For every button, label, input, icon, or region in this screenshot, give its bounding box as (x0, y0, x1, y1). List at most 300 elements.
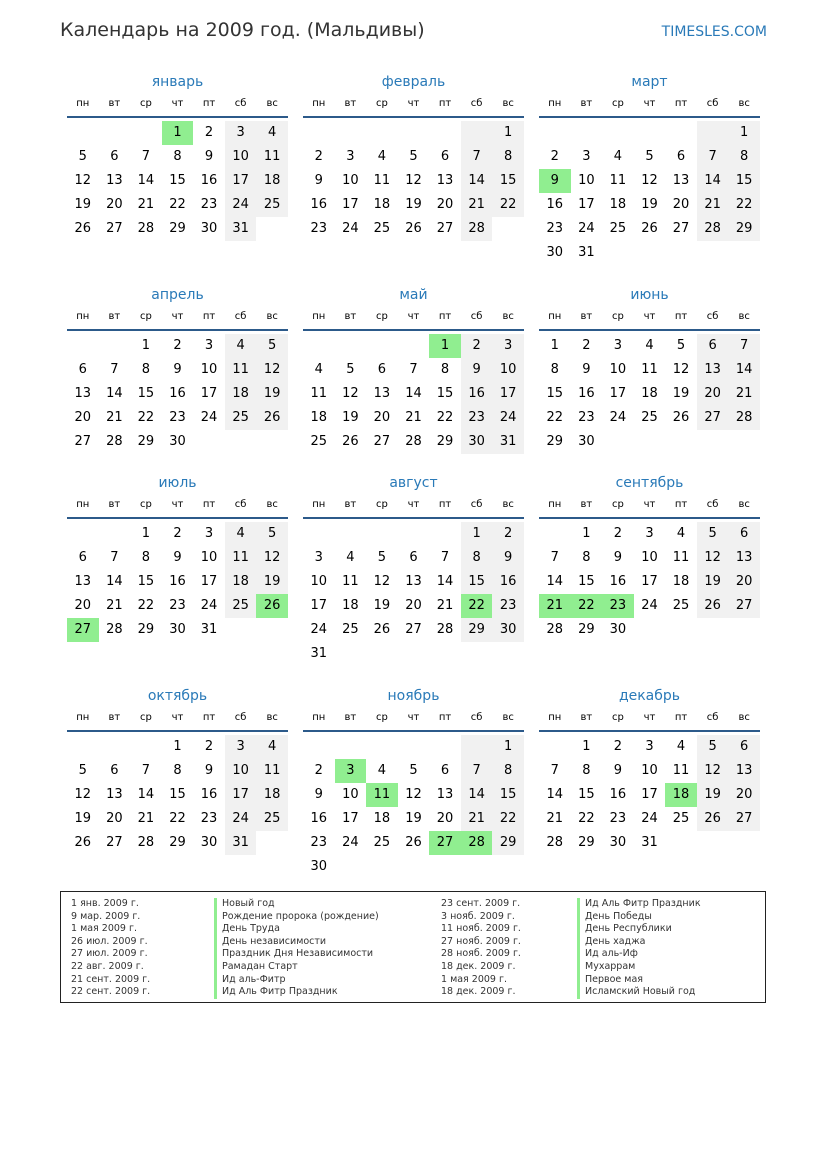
day-cell[interactable]: 11 (373, 173, 391, 188)
day-cell[interactable]: 1 (141, 338, 151, 353)
day-cell[interactable]: 25 (373, 221, 391, 236)
day-cell[interactable]: 24 (641, 811, 658, 826)
day-cell[interactable]: 6 (728, 522, 760, 546)
day-cell[interactable]: 26 (405, 835, 422, 850)
day-cell[interactable]: 31 (225, 831, 257, 855)
day-cell[interactable]: 16 (200, 787, 218, 802)
day-cell[interactable]: 9 (582, 362, 591, 377)
day-cell[interactable]: 30 (609, 835, 627, 850)
day-cell[interactable]: 13 (373, 386, 391, 401)
day-cell[interactable]: 13 (436, 787, 454, 802)
day-cell[interactable]: 20 (405, 598, 422, 613)
day-cell[interactable]: 25 (225, 406, 257, 430)
day-cell[interactable]: 1 (582, 739, 591, 754)
day-cell[interactable]: 10 (310, 574, 328, 589)
day-cell[interactable]: 22 (546, 410, 564, 425)
day-cell[interactable]: 31 (578, 245, 595, 260)
day-cell[interactable]: 21 (546, 811, 564, 826)
day-cell[interactable]: 12 (74, 173, 92, 188)
day-cell[interactable]: 29 (578, 835, 595, 850)
day-cell[interactable]: 24 (225, 807, 257, 831)
day-cell[interactable]: 11 (342, 574, 359, 589)
day-cell[interactable]: 19 (74, 197, 92, 212)
day-cell[interactable]: 21 (697, 193, 729, 217)
day-cell[interactable]: 24 (200, 410, 218, 425)
day-cell[interactable]: 25 (310, 434, 328, 449)
day-cell[interactable]: 1 (429, 334, 461, 358)
day-cell[interactable]: 21 (539, 594, 571, 618)
day-cell[interactable]: 19 (672, 386, 690, 401)
day-cell[interactable]: 25 (672, 811, 690, 826)
day-cell[interactable]: 17 (342, 811, 359, 826)
day-cell[interactable]: 2 (582, 338, 591, 353)
day-cell[interactable]: 21 (436, 598, 454, 613)
day-cell[interactable]: 22 (169, 811, 186, 826)
day-cell[interactable]: 29 (492, 831, 524, 855)
day-cell[interactable]: 24 (578, 221, 595, 236)
day-cell[interactable]: 28 (106, 622, 123, 637)
day-cell[interactable]: 26 (74, 221, 92, 236)
day-cell[interactable]: 8 (461, 546, 493, 570)
day-cell[interactable]: 27 (373, 434, 391, 449)
day-cell[interactable]: 17 (310, 598, 328, 613)
day-cell[interactable]: 22 (137, 598, 155, 613)
day-cell[interactable]: 16 (609, 574, 627, 589)
day-cell[interactable]: 10 (225, 759, 257, 783)
day-cell[interactable]: 15 (169, 173, 186, 188)
day-cell[interactable]: 6 (78, 362, 87, 377)
day-cell[interactable]: 13 (74, 574, 92, 589)
day-cell[interactable]: 17 (225, 169, 257, 193)
day-cell[interactable]: 11 (366, 783, 398, 807)
day-cell[interactable]: 16 (310, 811, 328, 826)
day-cell[interactable]: 4 (256, 735, 288, 759)
day-cell[interactable]: 4 (613, 149, 623, 164)
day-cell[interactable]: 23 (578, 410, 595, 425)
day-cell[interactable]: 1 (492, 121, 524, 145)
day-cell[interactable]: 4 (346, 550, 355, 565)
day-cell[interactable]: 30 (492, 618, 524, 642)
day-cell[interactable]: 1 (173, 739, 182, 754)
day-cell[interactable]: 19 (74, 811, 92, 826)
day-cell[interactable]: 21 (461, 193, 493, 217)
day-cell[interactable]: 18 (373, 197, 391, 212)
day-cell[interactable]: 5 (256, 334, 288, 358)
day-cell[interactable]: 25 (225, 594, 257, 618)
day-cell[interactable]: 25 (373, 835, 391, 850)
day-cell[interactable]: 22 (436, 410, 454, 425)
day-cell[interactable]: 11 (256, 759, 288, 783)
day-cell[interactable]: 31 (200, 622, 218, 637)
day-cell[interactable]: 6 (377, 362, 387, 377)
day-cell[interactable]: 20 (373, 410, 391, 425)
day-cell[interactable]: 19 (697, 570, 729, 594)
day-cell[interactable]: 6 (409, 550, 418, 565)
day-cell[interactable]: 2 (613, 739, 623, 754)
day-cell[interactable]: 5 (697, 735, 729, 759)
day-cell[interactable]: 4 (377, 149, 387, 164)
day-cell[interactable]: 18 (225, 570, 257, 594)
day-cell[interactable]: 14 (728, 358, 760, 382)
day-cell[interactable]: 2 (204, 739, 214, 754)
day-cell[interactable]: 31 (641, 835, 658, 850)
day-cell[interactable]: 29 (461, 618, 493, 642)
day-cell[interactable]: 8 (173, 149, 182, 164)
day-cell[interactable]: 18 (373, 811, 391, 826)
day-cell[interactable]: 4 (676, 526, 686, 541)
day-cell[interactable]: 24 (200, 598, 218, 613)
day-cell[interactable]: 29 (169, 835, 186, 850)
day-cell[interactable]: 14 (546, 787, 564, 802)
day-cell[interactable]: 21 (106, 410, 123, 425)
day-cell[interactable]: 20 (728, 570, 760, 594)
day-cell[interactable]: 4 (256, 121, 288, 145)
day-cell[interactable]: 13 (697, 358, 729, 382)
day-cell[interactable]: 7 (409, 362, 418, 377)
day-cell[interactable]: 12 (405, 173, 422, 188)
day-cell[interactable]: 25 (609, 221, 627, 236)
day-cell[interactable]: 20 (106, 197, 123, 212)
day-cell[interactable]: 25 (256, 807, 288, 831)
day-cell[interactable]: 28 (405, 434, 422, 449)
day-cell[interactable]: 2 (204, 125, 214, 140)
day-cell[interactable]: 17 (641, 787, 658, 802)
day-cell[interactable]: 17 (200, 574, 218, 589)
day-cell[interactable]: 26 (405, 221, 422, 236)
day-cell[interactable]: 4 (377, 763, 387, 778)
day-cell[interactable]: 26 (641, 221, 658, 236)
day-cell[interactable]: 19 (373, 598, 391, 613)
day-cell[interactable]: 20 (436, 811, 454, 826)
day-cell[interactable]: 6 (78, 550, 87, 565)
day-cell[interactable]: 3 (225, 121, 257, 145)
day-cell[interactable]: 23 (492, 594, 524, 618)
day-cell[interactable]: 5 (377, 550, 387, 565)
day-cell[interactable]: 30 (609, 622, 627, 637)
day-cell[interactable]: 15 (492, 169, 524, 193)
day-cell[interactable]: 15 (546, 386, 564, 401)
day-cell[interactable]: 23 (200, 811, 218, 826)
day-cell[interactable]: 23 (310, 835, 328, 850)
day-cell[interactable]: 14 (461, 783, 493, 807)
day-cell[interactable]: 8 (492, 145, 524, 169)
day-cell[interactable]: 29 (546, 434, 564, 449)
day-cell[interactable]: 29 (436, 434, 454, 449)
day-cell[interactable]: 9 (492, 546, 524, 570)
day-cell[interactable]: 27 (697, 406, 729, 430)
day-cell[interactable]: 20 (672, 197, 690, 212)
day-cell[interactable]: 1 (492, 735, 524, 759)
day-cell[interactable]: 16 (169, 386, 186, 401)
day-cell[interactable]: 2 (461, 334, 493, 358)
day-cell[interactable]: 14 (405, 386, 422, 401)
day-cell[interactable]: 22 (492, 807, 524, 831)
day-cell[interactable]: 14 (137, 787, 155, 802)
day-cell[interactable]: 8 (582, 550, 591, 565)
day-cell[interactable]: 26 (256, 594, 288, 618)
day-cell[interactable]: 27 (429, 831, 461, 855)
day-cell[interactable]: 27 (405, 622, 422, 637)
day-cell[interactable]: 4 (676, 739, 686, 754)
day-cell[interactable]: 29 (728, 217, 760, 241)
day-cell[interactable]: 1 (461, 522, 493, 546)
day-cell[interactable]: 11 (641, 362, 658, 377)
day-cell[interactable]: 21 (137, 811, 155, 826)
day-cell[interactable]: 17 (225, 783, 257, 807)
day-cell[interactable]: 7 (697, 145, 729, 169)
day-cell[interactable]: 4 (645, 338, 654, 353)
day-cell[interactable]: 25 (641, 410, 658, 425)
day-cell[interactable]: 15 (461, 570, 493, 594)
day-cell[interactable]: 2 (492, 522, 524, 546)
day-cell[interactable]: 9 (461, 358, 493, 382)
day-cell[interactable]: 15 (578, 787, 595, 802)
day-cell[interactable]: 28 (461, 831, 493, 855)
day-cell[interactable]: 7 (110, 362, 119, 377)
day-cell[interactable]: 15 (169, 787, 186, 802)
day-cell[interactable]: 21 (106, 598, 123, 613)
day-cell[interactable]: 21 (728, 382, 760, 406)
day-cell[interactable]: 14 (697, 169, 729, 193)
day-cell[interactable]: 19 (256, 570, 288, 594)
day-cell[interactable]: 6 (440, 149, 450, 164)
day-cell[interactable]: 11 (256, 145, 288, 169)
day-cell[interactable]: 9 (173, 550, 182, 565)
day-cell[interactable]: 13 (728, 759, 760, 783)
day-cell[interactable]: 7 (461, 759, 493, 783)
day-cell[interactable]: 1 (141, 526, 151, 541)
day-cell[interactable]: 8 (550, 362, 559, 377)
day-cell[interactable]: 7 (141, 149, 151, 164)
day-cell[interactable]: 5 (409, 763, 418, 778)
day-cell[interactable]: 20 (74, 410, 92, 425)
day-cell[interactable]: 10 (578, 173, 595, 188)
day-cell[interactable]: 12 (373, 574, 391, 589)
day-cell[interactable]: 12 (641, 173, 658, 188)
day-cell[interactable]: 12 (697, 546, 729, 570)
day-cell[interactable]: 11 (609, 173, 627, 188)
day-cell[interactable]: 16 (169, 574, 186, 589)
day-cell[interactable]: 17 (578, 197, 595, 212)
day-cell[interactable]: 13 (728, 546, 760, 570)
day-cell[interactable]: 19 (641, 197, 658, 212)
day-cell[interactable]: 1 (550, 338, 559, 353)
site-link[interactable]: TIMESLES.COM (661, 24, 767, 40)
day-cell[interactable]: 9 (539, 169, 571, 193)
day-cell[interactable]: 9 (613, 763, 623, 778)
day-cell[interactable]: 18 (310, 410, 328, 425)
day-cell[interactable]: 2 (613, 526, 623, 541)
day-cell[interactable]: 18 (665, 783, 697, 807)
day-cell[interactable]: 2 (173, 526, 182, 541)
day-cell[interactable]: 10 (609, 362, 627, 377)
day-cell[interactable]: 3 (582, 149, 591, 164)
day-cell[interactable]: 17 (641, 574, 658, 589)
day-cell[interactable]: 16 (492, 570, 524, 594)
day-cell[interactable]: 10 (641, 550, 658, 565)
day-cell[interactable]: 27 (106, 221, 123, 236)
day-cell[interactable]: 9 (314, 787, 323, 802)
day-cell[interactable]: 1 (582, 526, 591, 541)
day-cell[interactable]: 3 (346, 149, 355, 164)
day-cell[interactable]: 16 (546, 197, 564, 212)
day-cell[interactable]: 26 (342, 434, 359, 449)
day-cell[interactable]: 24 (609, 410, 627, 425)
day-cell[interactable]: 19 (342, 410, 359, 425)
day-cell[interactable]: 6 (110, 149, 119, 164)
day-cell[interactable]: 2 (314, 149, 323, 164)
day-cell[interactable]: 13 (106, 787, 123, 802)
day-cell[interactable]: 3 (204, 526, 214, 541)
day-cell[interactable]: 27 (106, 835, 123, 850)
day-cell[interactable]: 11 (310, 386, 328, 401)
day-cell[interactable]: 18 (225, 382, 257, 406)
day-cell[interactable]: 13 (74, 386, 92, 401)
day-cell[interactable]: 5 (409, 149, 418, 164)
day-cell[interactable]: 10 (200, 550, 218, 565)
day-cell[interactable]: 9 (314, 173, 323, 188)
day-cell[interactable]: 25 (672, 598, 690, 613)
day-cell[interactable]: 10 (492, 358, 524, 382)
day-cell[interactable]: 30 (200, 221, 218, 236)
day-cell[interactable]: 16 (578, 386, 595, 401)
day-cell[interactable]: 23 (602, 594, 634, 618)
day-cell[interactable]: 5 (78, 763, 87, 778)
day-cell[interactable]: 21 (461, 807, 493, 831)
day-cell[interactable]: 12 (405, 787, 422, 802)
day-cell[interactable]: 8 (728, 145, 760, 169)
day-cell[interactable]: 17 (609, 386, 627, 401)
day-cell[interactable]: 4 (314, 362, 323, 377)
day-cell[interactable]: 3 (613, 338, 623, 353)
day-cell[interactable]: 2 (550, 149, 559, 164)
day-cell[interactable]: 21 (405, 410, 422, 425)
day-cell[interactable]: 24 (492, 406, 524, 430)
day-cell[interactable]: 15 (578, 574, 595, 589)
day-cell[interactable]: 22 (169, 197, 186, 212)
day-cell[interactable]: 19 (697, 783, 729, 807)
day-cell[interactable]: 3 (492, 334, 524, 358)
day-cell[interactable]: 1 (162, 121, 194, 145)
day-cell[interactable]: 28 (546, 622, 564, 637)
day-cell[interactable]: 24 (342, 835, 359, 850)
day-cell[interactable]: 15 (728, 169, 760, 193)
day-cell[interactable]: 12 (256, 546, 288, 570)
day-cell[interactable]: 29 (578, 622, 595, 637)
day-cell[interactable]: 30 (578, 434, 595, 449)
day-cell[interactable]: 18 (342, 598, 359, 613)
day-cell[interactable]: 25 (256, 193, 288, 217)
day-cell[interactable]: 7 (110, 550, 119, 565)
day-cell[interactable]: 11 (672, 763, 690, 778)
day-cell[interactable]: 14 (106, 386, 123, 401)
day-cell[interactable]: 22 (578, 811, 595, 826)
day-cell[interactable]: 12 (672, 362, 690, 377)
day-cell[interactable]: 13 (436, 173, 454, 188)
day-cell[interactable]: 5 (676, 338, 686, 353)
day-cell[interactable]: 23 (169, 410, 186, 425)
day-cell[interactable]: 23 (200, 197, 218, 212)
day-cell[interactable]: 30 (546, 245, 564, 260)
day-cell[interactable]: 17 (342, 197, 359, 212)
day-cell[interactable]: 20 (106, 811, 123, 826)
day-cell[interactable]: 7 (141, 763, 151, 778)
day-cell[interactable]: 22 (492, 193, 524, 217)
day-cell[interactable]: 13 (672, 173, 690, 188)
day-cell[interactable]: 20 (74, 598, 92, 613)
day-cell[interactable]: 10 (342, 173, 359, 188)
day-cell[interactable]: 15 (492, 783, 524, 807)
day-cell[interactable]: 18 (609, 197, 627, 212)
day-cell[interactable]: 16 (200, 173, 218, 188)
day-cell[interactable]: 27 (74, 434, 92, 449)
day-cell[interactable]: 20 (728, 783, 760, 807)
day-cell[interactable]: 14 (106, 574, 123, 589)
day-cell[interactable]: 12 (74, 787, 92, 802)
day-cell[interactable]: 15 (436, 386, 454, 401)
day-cell[interactable]: 30 (169, 434, 186, 449)
day-cell[interactable]: 23 (310, 221, 328, 236)
day-cell[interactable]: 2 (314, 763, 323, 778)
day-cell[interactable]: 28 (728, 406, 760, 430)
day-cell[interactable]: 23 (546, 221, 564, 236)
day-cell[interactable]: 30 (169, 622, 186, 637)
day-cell[interactable]: 5 (256, 522, 288, 546)
day-cell[interactable]: 31 (492, 430, 524, 454)
day-cell[interactable]: 7 (550, 763, 559, 778)
day-cell[interactable]: 27 (728, 594, 760, 618)
day-cell[interactable]: 31 (225, 217, 257, 241)
day-cell[interactable]: 3 (204, 338, 214, 353)
day-cell[interactable]: 28 (697, 217, 729, 241)
day-cell[interactable]: 5 (697, 522, 729, 546)
day-cell[interactable]: 28 (546, 835, 564, 850)
day-cell[interactable]: 24 (310, 622, 328, 637)
day-cell[interactable]: 28 (137, 221, 155, 236)
day-cell[interactable]: 6 (728, 735, 760, 759)
day-cell[interactable]: 14 (461, 169, 493, 193)
day-cell[interactable]: 29 (137, 434, 155, 449)
day-cell[interactable]: 23 (609, 811, 627, 826)
day-cell[interactable]: 3 (225, 735, 257, 759)
day-cell[interactable]: 6 (440, 763, 450, 778)
day-cell[interactable]: 8 (141, 362, 151, 377)
day-cell[interactable]: 2 (173, 338, 182, 353)
day-cell[interactable]: 11 (225, 546, 257, 570)
day-cell[interactable]: 11 (225, 358, 257, 382)
day-cell[interactable]: 3 (645, 526, 654, 541)
day-cell[interactable]: 1 (728, 121, 760, 145)
day-cell[interactable]: 12 (256, 358, 288, 382)
day-cell[interactable]: 30 (461, 430, 493, 454)
day-cell[interactable]: 28 (106, 434, 123, 449)
day-cell[interactable]: 22 (728, 193, 760, 217)
day-cell[interactable]: 3 (645, 739, 654, 754)
day-cell[interactable]: 26 (672, 410, 690, 425)
day-cell[interactable]: 27 (436, 221, 454, 236)
day-cell[interactable]: 9 (613, 550, 623, 565)
day-cell[interactable]: 6 (110, 763, 119, 778)
day-cell[interactable]: 16 (609, 787, 627, 802)
day-cell[interactable]: 26 (256, 406, 288, 430)
day-cell[interactable]: 14 (436, 574, 454, 589)
day-cell[interactable]: 3 (335, 759, 367, 783)
day-cell[interactable]: 6 (697, 334, 729, 358)
day-cell[interactable]: 19 (405, 811, 422, 826)
day-cell[interactable]: 18 (672, 574, 690, 589)
day-cell[interactable]: 27 (728, 807, 760, 831)
day-cell[interactable]: 8 (582, 763, 591, 778)
